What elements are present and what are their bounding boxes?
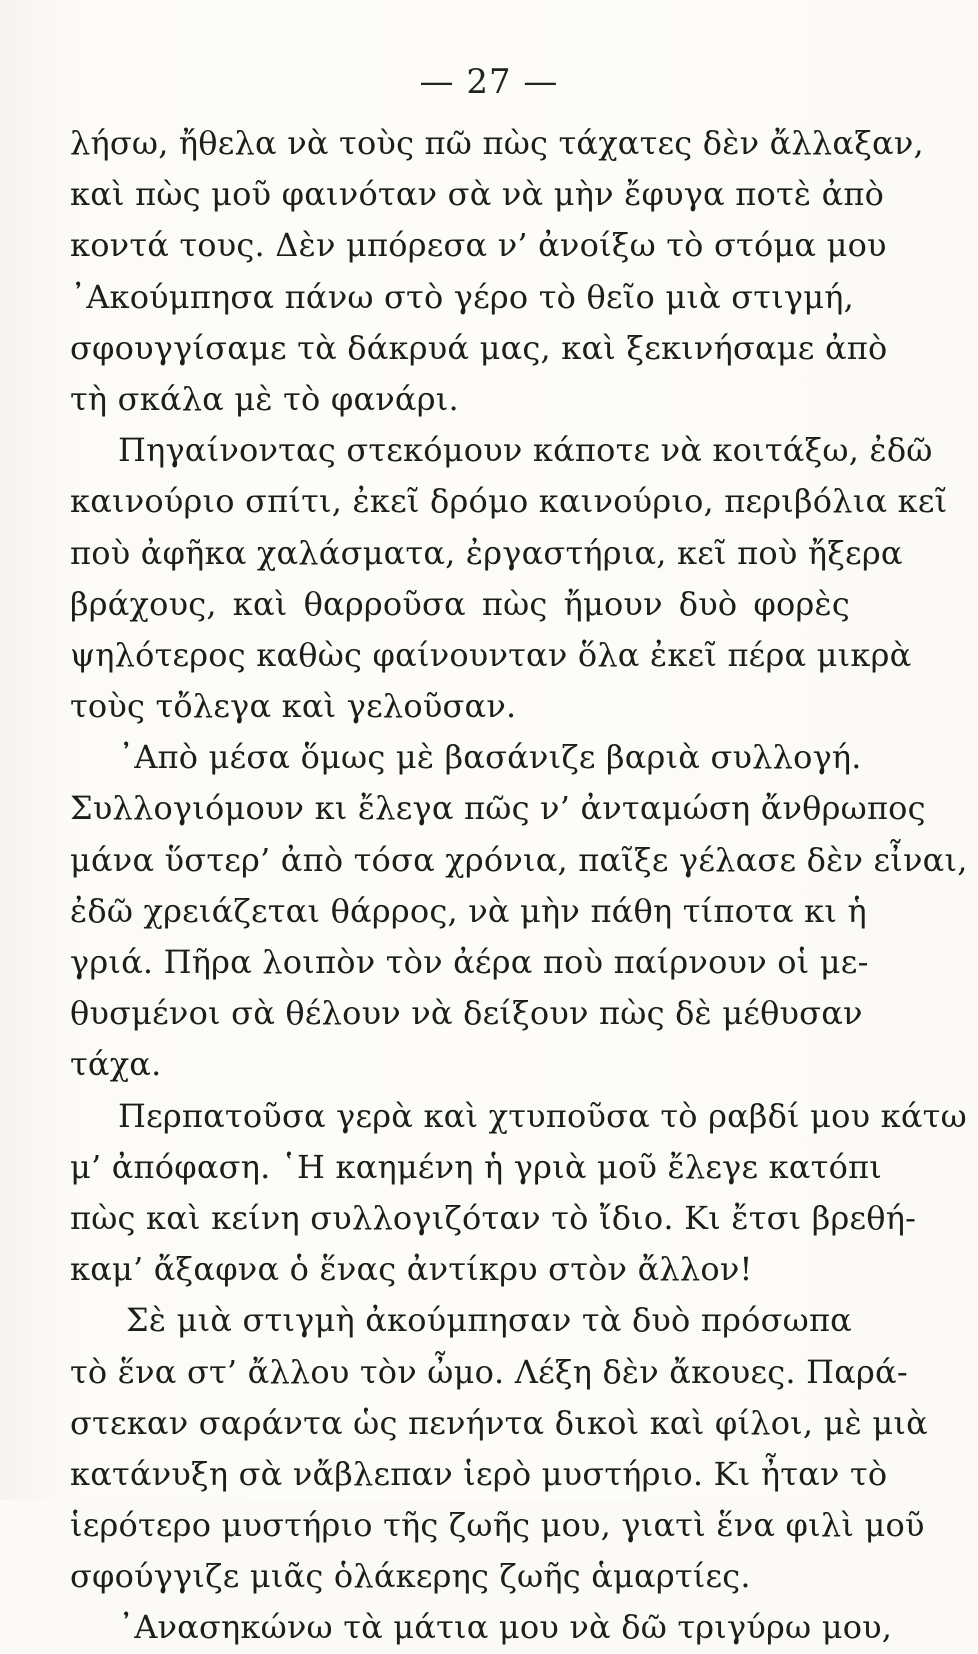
text-line: ᾽Ανασηκώνω τὰ μάτια μου νὰ δῶ τριγύρω μου, — [118, 1608, 893, 1647]
text-line: τοὺς τὄλεγα καὶ γελοῦσαν. — [70, 687, 517, 726]
page-number: — 27 — — [419, 62, 559, 102]
text-line: μάνα ὕστερ’ ἀπὸ τόσα χρόνια, παῖξε γέλασε δὲν εἶναι, — [70, 840, 968, 879]
text-line: σφούγγιζε μιᾶς ὁλάκερης ζωῆς ἁμαρτίες. — [70, 1557, 751, 1596]
text-line: βράχους, καὶ θαρροῦσα πὼς ἤμουν δυὸ φορὲς — [70, 584, 850, 623]
text-line: μ’ ἀπόφαση. ῾Η καημένη ἡ γριὰ μοῦ ἔλεγε κατόπι — [70, 1147, 883, 1186]
text-line: Περπατοῦσα γερὰ καὶ χτυποῦσα τὸ ραβδί μου κάτω — [118, 1096, 967, 1135]
text-line: ποὺ ἀφῆκα χαλάσματα, ἐργαστήρια, κεῖ ποὺ ἤξερα — [70, 533, 903, 572]
text-line: ᾽Απὸ μέσα ὅμως μὲ βασάνιζε βαριὰ συλλογή. — [118, 738, 862, 777]
text-line: καὶ πὼς μοῦ φαινόταν σὰ νὰ μὴν ἔφυγα ποτὲ ἀπὸ — [70, 175, 885, 214]
text-line: καινούριο σπίτι, ἐκεῖ δρόμο καινούριο, περιβόλια κεῖ — [70, 482, 948, 521]
body-text — [70, 118, 968, 1654]
text-line: Συλλογιόμουν κι ἔλεγα πῶς ν’ ἀνταμώση ἄνθρωπος — [70, 789, 926, 828]
text-line: Σὲ μιὰ στιγμὴ ἀκούμπησαν τὰ δυὸ πρόσωπα — [126, 1301, 852, 1340]
text-line: λήσω, ἤθελα νὰ τοὺς πῶ πὼς τάχατες δὲν ἄλλαξαν, — [70, 124, 924, 162]
text-line: ἱερότερο μυστήριο τῆς ζωῆς μου, γιατὶ ἕνα φιλὶ μοῦ — [70, 1506, 925, 1545]
text-line: ᾽Ακούμπησα πάνω στὸ γέρο τὸ θεῖο μιὰ στιγμή, — [70, 277, 855, 316]
text-line: θυσμένοι σὰ θέλουν νὰ δείξουν πὼς δὲ μέθυσαν — [70, 994, 863, 1033]
text-line: σφουγγίσαμε τὰ δάκρυά μας, καὶ ξεκινήσαμε ἀπὸ — [70, 328, 888, 367]
text-line: καμ’ ἄξαφνα ὁ ἕνας ἀντίκρυ στὸν ἄλλον! — [70, 1250, 753, 1289]
text-line: πὼς καὶ κείνη συλλογιζόταν τὸ ἴδιο. Κι ἔτσι βρεθή- — [70, 1198, 917, 1237]
text-line: κοντά τους. Δὲν μπόρεσα ν’ ἀνοίξω τὸ στόμα μου — [70, 226, 887, 265]
text-line: κατάνυξη σὰ νἄβλεπαν ἱερὸ μυστήριο. Κι ἦταν τὸ — [70, 1454, 888, 1493]
text-line: ἐδῶ χρειάζεται θάρρος, νὰ μὴν πάθη τίποτα κι ἡ — [70, 891, 867, 930]
text-line: τάχα. — [70, 1045, 162, 1084]
text-line: τὴ σκάλα μὲ τὸ φανάρι. — [70, 379, 459, 418]
text-line: Πηγαίνοντας στεκόμουν κάποτε νὰ κοιτάξω, ἐδῶ — [118, 431, 933, 470]
text-line: ψηλότερος καθὼς φαίνουνταν ὅλα ἐκεῖ πέρα μικρὰ — [70, 635, 912, 674]
text-line: τὸ ἕνα στ’ ἄλλου τὸν ὦμο. Λέξη δὲν ἄκουες. Παρά- — [70, 1352, 908, 1391]
text-line: στεκαν σαράντα ὡς πενήντα δικοὶ καὶ φίλοι, μὲ μιὰ — [70, 1403, 928, 1442]
text-line: γριά. Πῆρα λοιπὸν τὸν ἀέρα ποὺ παίρνουν οἱ με- — [70, 943, 869, 981]
